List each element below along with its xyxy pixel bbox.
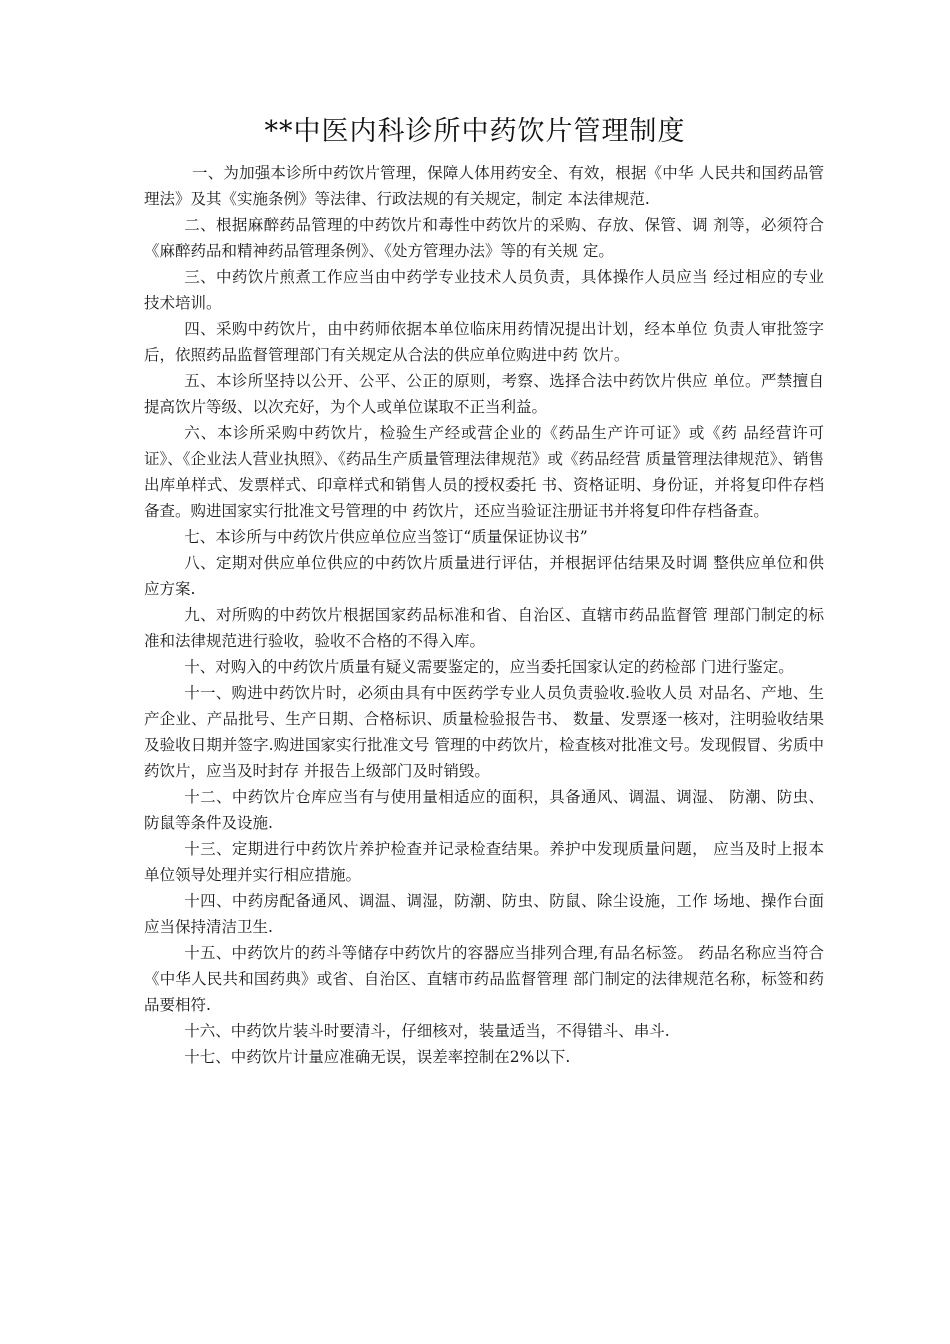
- clause-4: 四、采购中药饮片，由中药师依据本单位临床用药情况提出计划，经本单位 负责人审批签字后，依照药品监督管理部门有关规定从合法的供应单位购进中药 饮片。: [144, 320, 824, 364]
- document-body: [144, 160, 824, 1070]
- clause-9: 九、对所购的中药饮片根据国家药品标准和省、自治区、直辖市药品监督管 理部门制定的标准和法律规范进行验收，验收不合格的不得入库。: [144, 606, 824, 650]
- clause-17: 十七、中药饮片计量应准确无误，误差率控制在2%以下.: [184, 1048, 571, 1066]
- clause-14: 十四、中药房配备通风、调温、调湿，防潮、防虫、防鼠、除尘设施，工作 场地、操作台面应当保持清洁卫生.: [144, 892, 824, 936]
- clause-13: 十三、定期进行中药饮片养护检查并记录检查结果。养护中发现质量问题， 应当及时上报本单位领导处理并实行相应措施。: [144, 840, 824, 884]
- clause-7: 七、本诊所与中药饮片供应单位应当签订“质量保证协议书”: [184, 528, 588, 546]
- document-title: **中医内科诊所中药饮片管理制度: [264, 116, 686, 147]
- clause-8: 八、定期对供应单位供应的中药饮片质量进行评估，并根据评估结果及时调 整供应单位和供应方案.: [144, 554, 824, 598]
- clause-5: 五、本诊所坚持以公开、公平、公正的原则，考察、选择合法中药饮片供应 单位。严禁擅自提高饮片等级、以次充好，为个人或单位谋取不正当利益。: [144, 372, 824, 416]
- clause-16: 十六、中药饮片装斗时要清斗，仔细核对，装量适当，不得错斗、串斗.: [184, 1022, 670, 1040]
- clause-2: 二、根据麻醉药品管理的中药饮片和毒性中药饮片的采购、存放、保管、调 剂等，必须符合《麻醉药品和精神药品管理条例》、《处方管理办法》等的有关规 定。: [144, 216, 824, 260]
- clause-1: 一、为加强本诊所中药饮片管理，保障人体用药安全、有效，根据《中华 人民共和国药品管理法》及其《实施条例》等法律、行政法规的有关规定，制定 本法律规范.: [144, 164, 824, 208]
- clause-15: 十五、中药饮片的药斗等储存中药饮片的容器应当排列合理,有品名标签。 药品名称应当符合《中华人民共和国药典》或省、自治区、直辖市药品监督管理 部门制定的法律规范名称，标签和药品要相符.: [144, 944, 824, 1014]
- clause-10: 十、对购入的中药饮片质量有疑义需要鉴定的，应当委托国家认定的药检部 门进行鉴定。: [184, 658, 794, 676]
- clause-3: 三、中药饮片煎煮工作应当由中药学专业技术人员负责，具体操作人员应当 经过相应的专业技术培训。: [144, 268, 824, 312]
- clause-11: 十一、购进中药饮片时，必须由具有中医药学专业人员负责验收.验收人员 对品名、产地、生产企业、产品批号、生产日期、合格标识、质量检验报告书、 数量、发票逐一核对，注明验收结果及验收日期并签字.购进国家实行批准文号 管理的中药饮片，检查核对批准文号。发现假冒、劣质中药饮片，应当及时封存 并报告上级部门及时销毁。: [144, 684, 824, 780]
- clause-12: 十二、中药饮片仓库应当有与使用量相适应的面积，具备通风、调温、调湿、 防潮、防虫、防鼠等条件及设施.: [144, 788, 824, 832]
- clause-6: 六、本诊所采购中药饮片，检验生产经或营企业的《药品生产许可证》或《药 品经营许可证》、《企业法人营业执照》、《药品生产质量管理法律规范》或《药品经营 质量管理法律规范》、销售出库单样式、发票样式、印章样式和销售人员的授权委托 书、资格证明、身份证，并将复印件存档备查。购进国家实行批准文号管理的中 药饮片，还应当验证注册证书并将复印件存档备查。: [144, 424, 824, 520]
